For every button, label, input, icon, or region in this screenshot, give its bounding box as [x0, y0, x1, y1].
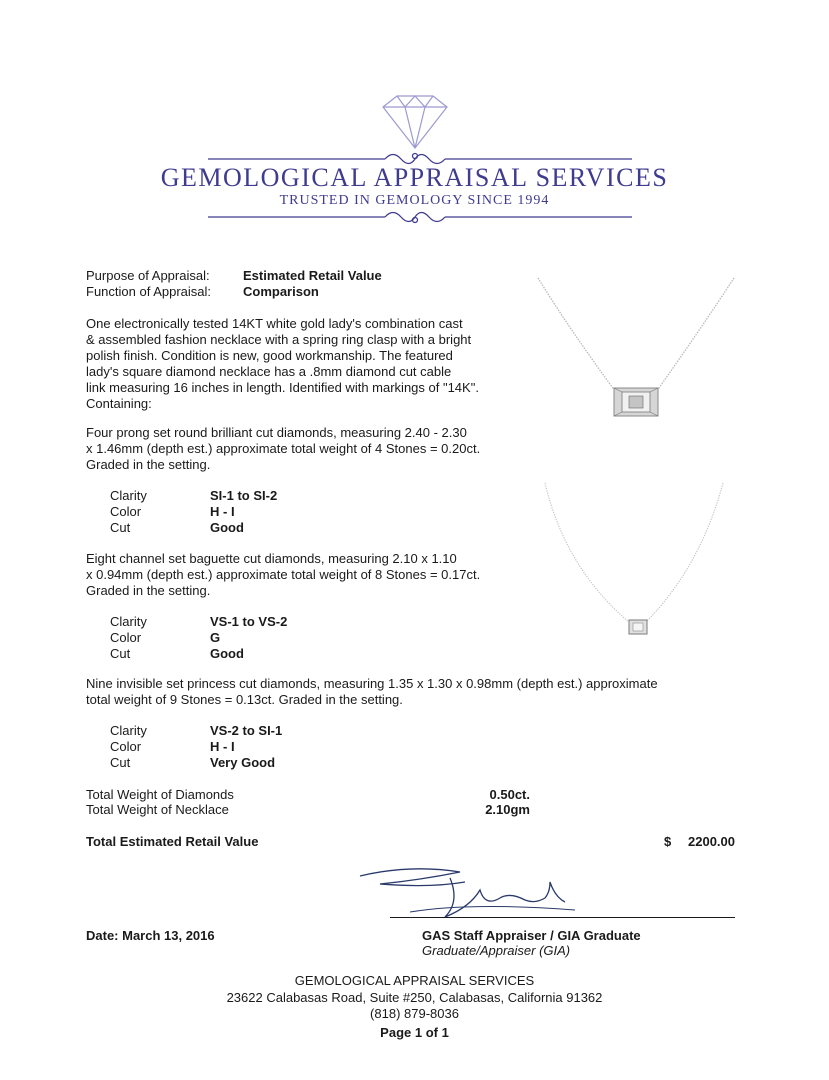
grade-label: Clarity — [110, 488, 147, 503]
appraiser-subtitle: Graduate/Appraiser (GIA) — [422, 943, 571, 958]
footer-phone: (818) 879-8036 — [370, 1006, 459, 1021]
footer-address: 23622 Calabasas Road, Suite #250, Calabasas, California 91362 — [226, 990, 603, 1005]
stone-description: total weight of 9 Stones = 0.13ct. Graded in the setting. — [86, 692, 403, 707]
purpose-value: Estimated Retail Value — [243, 268, 382, 283]
purpose-label: Purpose of Appraisal: — [86, 268, 210, 283]
grade-value: H - I — [210, 504, 235, 519]
appraiser-signature — [350, 862, 590, 924]
grade-label: Clarity — [110, 614, 147, 629]
grade-value: Very Good — [210, 755, 276, 770]
description-line: One electronically tested 14KT white gold lady's combination cast — [86, 316, 463, 331]
company-tagline: TRUSTED IN GEMOLOGY SINCE 1994 — [279, 193, 550, 208]
function-label: Function of Appraisal: — [86, 284, 212, 299]
signature-line — [390, 917, 735, 918]
retail-value-amount: 2200.00 — [688, 834, 735, 849]
description-line: polish finish. Condition is new, good workmanship. The featured — [86, 348, 453, 363]
total-necklace-label: Total Weight of Necklace — [86, 802, 229, 817]
necklace-photo-full — [535, 478, 735, 648]
grade-value: H - I — [210, 739, 235, 754]
grade-value: Good — [210, 646, 244, 661]
diamond-icon — [383, 96, 447, 148]
grade-value: G — [210, 630, 221, 645]
stone-description: Four prong set round brilliant cut diamonds, measuring 2.40 - 2.30 — [86, 425, 467, 440]
total-necklace-value: 2.10gm — [485, 802, 530, 817]
grade-label: Color — [110, 504, 142, 519]
grade-label: Cut — [110, 646, 131, 661]
grade-label: Clarity — [110, 723, 147, 738]
description-line: lady's square diamond necklace has a .8mm diamond cut cable — [86, 364, 452, 379]
retail-value-label: Total Estimated Retail Value — [86, 834, 259, 849]
necklace-photo-closeup — [530, 270, 740, 430]
description-line: link measuring 16 inches in length. Identified with markings of "14K". — [86, 380, 479, 395]
currency-symbol: $ — [664, 834, 672, 849]
grade-value: Good — [210, 520, 244, 535]
stone-description: x 1.46mm (depth est.) approximate total weight of 4 Stones = 0.20ct. — [86, 441, 481, 456]
grade-label: Color — [110, 739, 142, 754]
grade-value: VS-1 to VS-2 — [210, 614, 288, 629]
grade-value: SI-1 to SI-2 — [210, 488, 278, 503]
stone-description: x 0.94mm (depth est.) approximate total weight of 8 Stones = 0.17ct. — [86, 567, 481, 582]
appraiser-title: GAS Staff Appraiser / GIA Graduate — [422, 928, 641, 943]
grade-label: Color — [110, 630, 142, 645]
stone-description: Graded in the setting. — [86, 457, 211, 472]
function-value: Comparison — [243, 284, 319, 299]
page-number: Page 1 of 1 — [380, 1025, 449, 1040]
ornament-top — [208, 154, 632, 164]
grade-label: Cut — [110, 520, 131, 535]
company-logo — [0, 90, 829, 230]
stone-description: Eight channel set baguette cut diamonds, measuring 2.10 x 1.10 — [86, 551, 457, 566]
description-line: Containing: — [86, 396, 152, 411]
ornament-bottom — [208, 213, 632, 223]
appraisal-date: Date: March 13, 2016 — [86, 928, 215, 943]
stone-description: Graded in the setting. — [86, 583, 211, 598]
grade-value: VS-2 to SI-1 — [210, 723, 283, 738]
total-diamonds-value: 0.50ct. — [489, 787, 530, 802]
description-line: & assembled fashion necklace with a spring ring clasp with a bright — [86, 332, 472, 347]
total-diamonds-label: Total Weight of Diamonds — [86, 787, 234, 802]
grade-label: Cut — [110, 755, 131, 770]
stone-description: Nine invisible set princess cut diamonds, measuring 1.35 x 1.30 x 0.98mm (depth est.) approximate — [86, 676, 658, 691]
company-name: GEMOLOGICAL APPRAISAL SERVICES — [160, 163, 669, 192]
footer-company: GEMOLOGICAL APPRAISAL SERVICES — [294, 973, 535, 988]
